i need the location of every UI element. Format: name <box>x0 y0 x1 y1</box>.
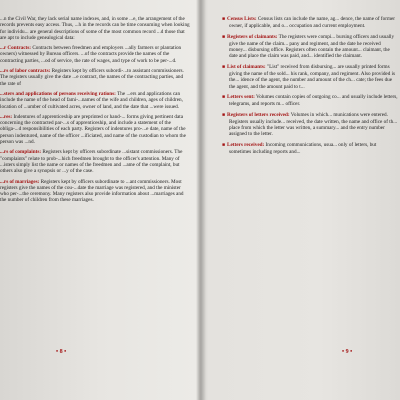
entry-text: Incoming communications, usua... only of letters, but sometimes including reports and... <box>229 141 377 156</box>
entry-term: ...res: <box>0 113 13 120</box>
entry-term: Registers of claimants: <box>227 33 278 40</box>
entry-term: ...rs of complaints: <box>0 149 42 156</box>
entry-term: List of claimants: <box>227 63 266 70</box>
entry-labor-contracts <box>0 45 190 64</box>
entry-text: Indentures of apprenticeship are preprinted or hand-... forms giving pertinent data concerning the contracted par-...s of apprenticeship, and include a statement of the obliga-...d responsibilities of each party. Registers of indentures pro-...e date, name of the person indentured, name of the officer ...ificiated, and name of the custodian to whom the person was ...nd. <box>0 113 186 146</box>
right-page <box>222 16 398 159</box>
book-gutter <box>196 0 206 400</box>
bullet-icon: ■ <box>222 17 226 22</box>
entry-registers-labor-contracts <box>0 68 190 87</box>
entry-rations <box>0 91 190 110</box>
entry-text: Contracts between freedmen and employers ...ally farmers or plantation owners) witnessed by Bureau officers. ...of the contracts provide the names of the contracting parties, ...od of service, the rate of wages, and type of work to be per-...d. <box>0 45 182 64</box>
entry-text: The registers were compi... bursing officers and usually give the name of the claim... pany and regiment, and the date he received money... disbursing office. Registers often contain the amount... claimant, the date and place the claim was paid, and... identified the claimant. <box>229 33 395 60</box>
entry-census-lists <box>222 16 398 30</box>
page-number-right: • 9 • <box>342 349 353 355</box>
left-page <box>0 16 190 208</box>
entry-letters-received <box>222 142 398 156</box>
entry-text: The ...ers and applications can include the name of the head of fami-...names of the wife and children, ages of children, location of ...umber of cultivated acres, owner of land, and the date that ...were issued. <box>0 90 183 110</box>
entry-term: ...rs of marriages: <box>0 178 40 185</box>
entry-text: "List" received from disbursing... are usually printed forms giving the name of the sold... his rank, company, and regiment. Also provided is the... idence of the agent, the number and amount of the ch... cate; the fees due the agent, and the amount paid to t... <box>229 63 396 90</box>
entry-term: Registers of letters received: <box>227 111 290 118</box>
bullet-icon: ■ <box>222 142 226 148</box>
entry-text: Census lists can include the name, ag... dence, the name of former owner, if applicable, and o... occupation and current employment. <box>229 16 396 30</box>
entry-term: Census Lists: <box>227 16 257 22</box>
entry-complaints <box>0 149 190 174</box>
entry-text: Registers kept by officers subordinate ...sistant commissioners. The "complaints" relate to prob-...hich freedmen brought to the officer's attention. Many of ...isters simply list the name or names of the freedmen and ...ame of the complaint, but others also give a synopsis or ...y of the case. <box>0 149 183 175</box>
bullet-icon: ■ <box>222 94 226 100</box>
bullet-icon: ■ <box>222 34 226 40</box>
entry-list-claimants <box>222 64 398 90</box>
entry-term: Letters received: <box>227 141 265 148</box>
page-number-left: • 8 • <box>56 349 67 355</box>
entry-registers-letters <box>222 112 398 138</box>
entry-marriages <box>0 179 190 204</box>
entry-text: Volumes in which... munications were entered. Registers usually include... received, the date written, the name and office of th... place from which the letter was written, a summary... and the entry number assigned to the letter. <box>229 111 398 138</box>
entry-term: Letters sent: <box>227 93 255 100</box>
entry-term: ...sters and applications of persons receiving rations: <box>0 90 116 97</box>
entry-indentures <box>0 114 190 145</box>
entry-text: Registers kept by officers subordinate to ...ant commissioners. Most registers give the names of the cou-...date the marriage was registered, and the minister who per-...the ceremony. Many registers also provide information about ...marriages and the number of children from these marriages. <box>0 178 184 204</box>
left-page-intro: ...n the Civil War, they lack serial name indexes, and, in some ...e, the arrangement of the records prevents easy access. Thus, ...h in the records can be time consuming when looking for individu... are general descriptions of some of the most common record ...d those that are apt to include genealogical data: <box>0 16 190 41</box>
entry-text: Registers kept by officers subordi-...to assistant commissioners. The registers usually give the date ...e contract, the names of the contracting parties, and the rate of <box>0 68 184 87</box>
entry-letters-sent <box>222 94 398 108</box>
entry-text: Volumes contain copies of outgoing co... and usually include letters, telegrams, and reports m... officer. <box>229 93 398 108</box>
entry-term: ...r Contracts: <box>0 45 32 52</box>
entry-registers-claimants <box>222 34 398 60</box>
bullet-icon: ■ <box>222 112 226 118</box>
entry-term: ...rs of labor contracts: <box>0 68 51 75</box>
bullet-icon: ■ <box>222 64 226 70</box>
